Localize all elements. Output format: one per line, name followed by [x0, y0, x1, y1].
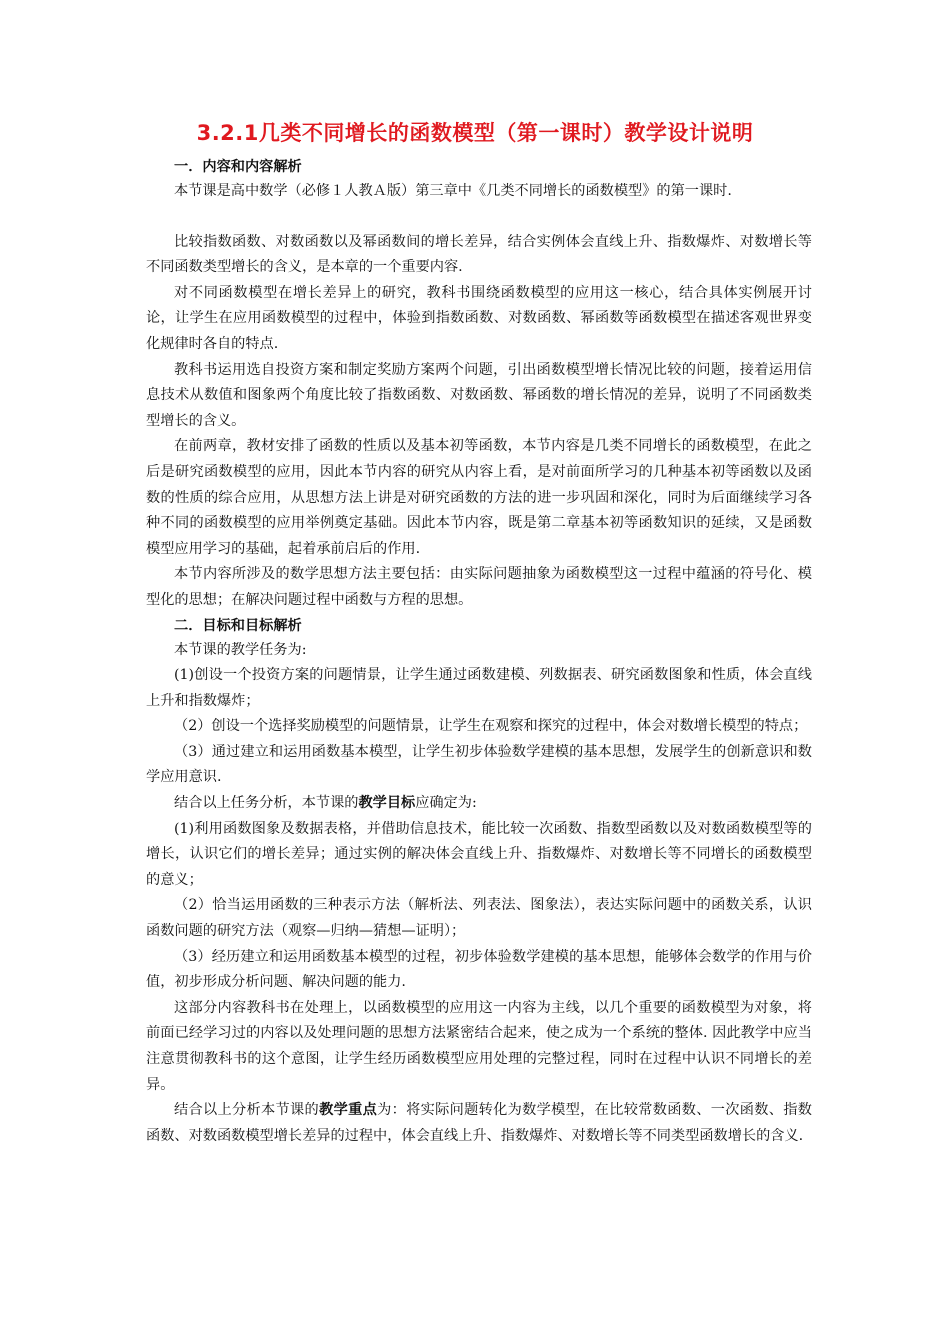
emphasis-teaching-focus: 教学重点 — [319, 1102, 378, 1119]
text: 应确定为: — [415, 795, 477, 812]
paragraph-intro: 本节课是高中数学（必修１人教Ａ版）第三章中《几类不同增长的函数模型》的第一课时. — [174, 183, 732, 199]
section-heading-content: 一．内容和内容解析 — [174, 159, 302, 175]
document-title: 3.2.1几类不同增长的函数模型（第一课时）教学设计说明 — [196, 121, 754, 145]
paragraph: 对不同函数模型在增长差异上的研究，教科书围绕函数模型的应用这一核心，结合具体实例展开讨论，让学生在应用函数模型的过程中，体验到指数函数、对数函数、幂函数等函数模型在描述客观世界变化规律时各自的特点. — [146, 284, 812, 352]
section-heading-goals: 二．目标和目标解析 — [174, 617, 302, 634]
paragraph: 比较指数函数、对数函数以及幂函数间的增长差异，结合实例体会直线上升、指数爆炸、对数增长等不同函数类型增长的含义，是本章的一个重要内容. — [146, 233, 812, 276]
text: 为：将实际问题转化为数学模型，在比较常数函数、一次函数、指数函数、对数函数模型增长差异的过程中，体会直线上升、指数爆炸、对数增长等不同类型函数增长的含义. — [146, 1102, 812, 1144]
task-item: （2）创设一个选择奖励模型的问题情景，让学生在观察和探究的过程中，体会对数增长模型的特点； — [174, 718, 808, 735]
paragraph: 在前两章，教材安排了函数的性质以及基本初等函数，本节内容是几类不同增长的函数模型，在此之后是研究函数模型的应用，因此本节内容的研究从内容上看，是对前面所学习的几种基本初等函数以及函数的性质的综合应用，从思想方法上讲是对研究函数的方法的进一步巩固和深化，同时为后面继续学习各种不同的函数模型的应用举例奠定基础。因此本节内容，既是第二章基本初等函数知识的延续，又是函数模型应用学习的基础，起着承前启后的作用. — [146, 438, 812, 557]
paragraph-focus — [146, 1098, 812, 1149]
goal-item: （2）恰当运用函数的三种表示方法（解析法、列表法、图象法），表达实际问题中的函数关系，认识函数问题的研究方法（观察—归纳—猜想—证明）； — [146, 897, 812, 940]
emphasis-teaching-goal: 教学目标 — [358, 795, 416, 812]
paragraph: 这部分内容教科书在处理上，以函数模型的应用这一内容为主线，以几个重要的函数模型为对象，将前面已经学习过的内容以及处理问题的思想方法紧密结合起来，使之成为一个系统的整体. 因此教学中应当注意贯彻教科书的这个意图，让学生经历函数模型应用处理的完整过程，同时在过程中认识不同增长的差异。 — [146, 999, 812, 1093]
goal-item: （3）经历建立和运用函数基本模型的过程，初步体验数学建模的基本思想，能够体会数学的作用与价值，初步形成分析问题、解决问题的能力. — [146, 948, 812, 991]
text: 结合以上分析本节课的 — [174, 1102, 320, 1119]
text: 结合以上任务分析，本节课的 — [174, 795, 359, 812]
paragraph: 教科书运用选自投资方案和制定奖励方案两个问题，引出函数模型增长情况比较的问题，接着运用信息技术从数值和图象两个角度比较了指数函数、对数函数、幂函数的增长情况的差异，说明了不同函数类型增长的含义。 — [146, 361, 812, 429]
goal-item: (1)利用函数图象及数据表格，并借助信息技术，能比较一次函数、指数型函数以及对数函数模型等的增长，认识它们的增长差异；通过实例的解决体会直线上升、指数爆炸、对数增长等不同增长的函数模型的意义； — [146, 820, 812, 888]
task-item: （3）通过建立和运用函数基本模型，让学生初步体验数学建模的基本思想，发展学生的创新意识和数学应用意识. — [146, 743, 812, 786]
task-item: (1)创设一个投资方案的问题情景，让学生通过函数建模、列数据表、研究函数图象和性质，体会直线上升和指数爆炸； — [146, 667, 812, 709]
paragraph: 本节课的教学任务为: — [174, 641, 307, 658]
paragraph: 本节内容所涉及的数学思想方法主要包括：由实际问题抽象为函数模型这一过程中蕴涵的符号化、模型化的思想；在解决问题过程中函数与方程的思想。 — [146, 566, 812, 608]
document-body — [146, 155, 812, 1149]
paragraph-goal-intro — [146, 791, 812, 817]
